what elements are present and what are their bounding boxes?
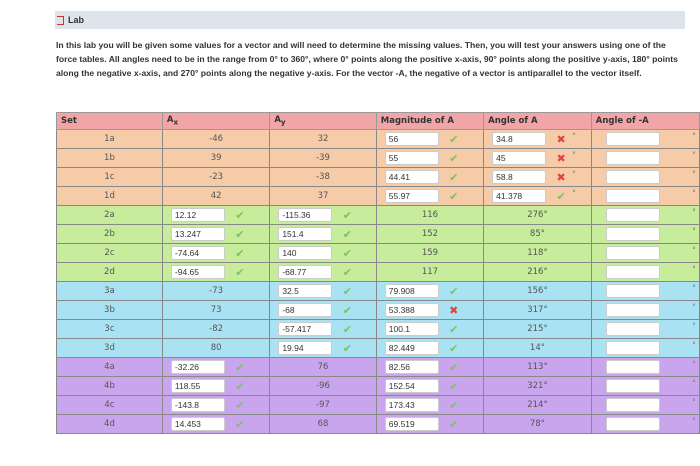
degree-cell [685,396,699,415]
ay-input[interactable]: 19.94 [278,341,332,355]
neg-angle-cell [591,225,685,244]
set-cell: 1c [57,168,163,187]
section-title: Lab [68,15,85,25]
mag-cell: 159 [376,244,483,263]
neg-angle-input[interactable] [606,379,660,393]
check-icon: ✔ [449,341,459,355]
ax-cell: -73 [162,282,269,301]
ay-cell: 37 [270,187,376,206]
table-row [57,301,700,320]
table-row [57,244,700,263]
ax-cell: 42 [162,187,269,206]
check-icon: ✔ [556,189,566,203]
table-row [57,415,700,434]
check-icon: ✔ [342,341,352,355]
degree-cell [685,282,699,301]
table-body [57,130,700,434]
header-ay-sub: y [280,117,286,127]
degree-label: ° [692,379,696,387]
ay-input[interactable]: 151.4 [278,227,332,241]
set-cell: 3d [57,339,163,358]
ax-input[interactable]: -143.8 [171,398,225,412]
table-header-row [57,113,700,130]
ay-input[interactable]: -57.417 [278,322,332,336]
cross-icon: ✖ [556,151,566,165]
neg-angle-input[interactable] [606,151,660,165]
degree-cell [685,339,699,358]
header-ax-label: A [166,115,174,126]
neg-angle-cell [591,396,685,415]
mag-input[interactable]: 79.908 [385,284,439,298]
angle-input[interactable]: 34.8 [492,132,546,146]
header-ax-sub: x [173,117,179,127]
set-cell: 4a [57,358,163,377]
angle-cell: 113° [484,358,592,377]
mag-cell [376,187,483,206]
degree-label: ° [572,189,576,197]
cross-icon: ✖ [449,303,459,317]
neg-angle-input[interactable] [606,322,660,336]
set-cell: 4b [57,377,163,396]
instructions-text: In this lab you will be given some values for a vector and will need to determine the missing values. Then, you will test your answers using one of the force tables. All angles need to be in the range from 0° to 360°, where 0° points along the positive x-axis, 90° points along the positive y-axis, 180° points along the negative x-axis, and 270° points along the negative y-axis. For the vector -A, the negative of a vector is antiparallel to the vector itself. [56,40,678,79]
degree-cell [685,206,699,225]
neg-angle-input[interactable] [606,417,660,431]
mag-cell [376,130,483,149]
neg-angle-cell [591,206,685,225]
degree-cell [685,168,699,187]
check-icon: ✔ [235,379,245,393]
degree-label: ° [692,284,696,292]
check-icon: ✔ [235,417,245,431]
mag-input[interactable]: 82.449 [385,341,439,355]
ay-input[interactable]: 140 [278,246,332,260]
cross-icon: ✖ [556,170,566,184]
degree-cell [685,263,699,282]
angle-input[interactable]: 45 [492,151,546,165]
ax-input[interactable]: 12.12 [171,208,225,222]
angle-cell: 321° [484,377,592,396]
check-icon: ✔ [342,284,352,298]
check-icon: ✔ [235,208,245,222]
neg-angle-input[interactable] [606,227,660,241]
set-cell: 1d [57,187,163,206]
degree-label: ° [692,303,696,311]
degree-cell [685,377,699,396]
check-icon: ✔ [449,170,459,184]
degree-label: ° [692,227,696,235]
header-neg-angle: Angle of -A [591,113,685,130]
mag-cell [376,149,483,168]
table-row [57,206,700,225]
degree-label: ° [572,170,576,178]
check-icon: ✔ [449,151,459,165]
set-cell: 1a [57,130,163,149]
check-icon: ✔ [342,265,352,279]
ax-input[interactable]: -74.64 [171,246,225,260]
degree-label: ° [692,208,696,216]
degree-label: ° [692,189,696,197]
check-icon: ✔ [235,246,245,260]
neg-angle-input[interactable] [606,360,660,374]
mag-input[interactable]: 56 [385,132,439,146]
ax-cell: -23 [162,168,269,187]
check-icon: ✔ [449,417,459,431]
degree-label: ° [692,341,696,349]
neg-angle-cell [591,301,685,320]
degree-label: ° [692,132,696,140]
mag-input[interactable]: 152.54 [385,379,439,393]
mag-cell [376,377,483,396]
table-row [57,130,700,149]
set-cell: 2b [57,225,163,244]
ax-cell [162,377,269,396]
ay-cell: 68 [270,415,376,434]
mag-cell: 116 [376,206,483,225]
check-icon: ✔ [449,322,459,336]
check-icon: ✔ [342,246,352,260]
check-icon: ✔ [342,208,352,222]
degree-label: ° [692,417,696,425]
neg-angle-cell [591,263,685,282]
table-row [57,225,700,244]
mag-input[interactable]: 82.56 [385,360,439,374]
set-cell: 4c [57,396,163,415]
degree-cell [685,187,699,206]
table-row [57,263,700,282]
degree-cell [685,320,699,339]
mag-cell [376,320,483,339]
header-ax [162,113,269,130]
degree-cell [685,358,699,377]
neg-angle-cell [591,282,685,301]
degree-label: ° [692,246,696,254]
angle-cell: 216° [484,263,592,282]
mag-input[interactable]: 44.41 [385,170,439,184]
degree-label: ° [692,398,696,406]
angle-input[interactable]: 58.8 [492,170,546,184]
check-icon: ✔ [342,322,352,336]
angle-cell: 118° [484,244,592,263]
mag-cell [376,168,483,187]
set-cell: 1b [57,149,163,168]
ax-cell [162,396,269,415]
table-row [57,320,700,339]
angle-input[interactable]: 41.378 [492,189,546,203]
neg-angle-cell [591,415,685,434]
ax-input[interactable]: -94.65 [171,265,225,279]
ay-input[interactable]: -68 [278,303,332,317]
ax-cell [162,206,269,225]
neg-angle-input[interactable] [606,265,660,279]
degree-label: ° [692,170,696,178]
mag-input[interactable]: 173.43 [385,398,439,412]
ay-input[interactable]: -115.36 [278,208,332,222]
check-icon: ✔ [342,303,352,317]
neg-angle-cell [591,244,685,263]
set-cell: 2c [57,244,163,263]
degree-cell [685,130,699,149]
set-cell: 3a [57,282,163,301]
mag-cell [376,358,483,377]
mag-input[interactable]: 55 [385,151,439,165]
neg-angle-input[interactable] [606,398,660,412]
mag-input[interactable]: 69.519 [385,417,439,431]
neg-angle-input[interactable] [606,284,660,298]
section-header[interactable] [55,11,685,29]
neg-angle-input[interactable] [606,132,660,146]
angle-cell [484,130,592,149]
mag-input[interactable]: 100.1 [385,322,439,336]
ay-cell [270,339,376,358]
check-icon: ✔ [235,360,245,374]
header-ay [270,113,376,130]
check-icon: ✔ [235,398,245,412]
set-cell: 2a [57,206,163,225]
check-icon: ✔ [449,284,459,298]
ax-input[interactable]: 118.55 [171,379,225,393]
ay-cell: 32 [270,130,376,149]
angle-cell: 78° [484,415,592,434]
ax-cell: -46 [162,130,269,149]
angle-cell [484,149,592,168]
ax-input[interactable]: 13.247 [171,227,225,241]
table-row [57,396,700,415]
neg-angle-input[interactable] [606,246,660,260]
table-row [57,358,700,377]
mag-cell: 117 [376,263,483,282]
ax-cell: 80 [162,339,269,358]
ay-cell [270,263,376,282]
ay-cell [270,225,376,244]
neg-angle-input[interactable] [606,189,660,203]
check-icon: ✔ [449,360,459,374]
neg-angle-cell [591,187,685,206]
angle-cell: 214° [484,396,592,415]
set-cell: 3c [57,320,163,339]
check-icon: ✔ [342,227,352,241]
ax-cell [162,358,269,377]
check-icon: ✔ [235,227,245,241]
header-ay-label: A [274,115,281,126]
angle-cell: 85° [484,225,592,244]
degree-cell [685,301,699,320]
ax-cell: -82 [162,320,269,339]
ax-input[interactable]: -32.26 [171,360,225,374]
degree-cell [685,149,699,168]
neg-angle-cell [591,339,685,358]
check-icon: ✔ [449,379,459,393]
mag-input[interactable]: 53.388 [385,303,439,317]
ay-cell: -97 [270,396,376,415]
ay-input[interactable]: -68.77 [278,265,332,279]
degree-label: ° [572,151,576,159]
ay-cell [270,244,376,263]
mag-cell [376,339,483,358]
ax-cell: 73 [162,301,269,320]
table-row [57,377,700,396]
mag-cell [376,282,483,301]
table-row [57,339,700,358]
neg-angle-input[interactable] [606,208,660,222]
table-row [57,149,700,168]
mag-cell [376,415,483,434]
degree-cell [685,244,699,263]
degree-label: ° [692,360,696,368]
neg-angle-cell [591,168,685,187]
mag-cell [376,301,483,320]
header-degree-spacer [685,113,699,130]
neg-angle-cell [591,130,685,149]
table-row [57,187,700,206]
table-row [57,282,700,301]
ax-cell: 39 [162,149,269,168]
table-row [57,168,700,187]
angle-cell: 215° [484,320,592,339]
degree-label: ° [692,265,696,273]
degree-cell [685,415,699,434]
neg-angle-input[interactable] [606,303,660,317]
ax-cell [162,225,269,244]
angle-cell [484,168,592,187]
ay-cell [270,282,376,301]
mag-cell [376,396,483,415]
check-icon: ✔ [449,189,459,203]
set-cell: 4d [57,415,163,434]
vector-table [56,112,700,434]
neg-angle-cell [591,358,685,377]
check-icon: ✔ [235,265,245,279]
degree-label: ° [572,132,576,140]
ay-cell: -96 [270,377,376,396]
degree-cell [685,225,699,244]
neg-angle-input[interactable] [606,170,660,184]
ay-cell: -39 [270,149,376,168]
ax-cell [162,244,269,263]
set-cell: 3b [57,301,163,320]
ay-input[interactable]: 32.5 [278,284,332,298]
angle-cell: 14° [484,339,592,358]
mag-cell: 152 [376,225,483,244]
header-set: Set [57,113,163,130]
ax-input[interactable]: 14.453 [171,417,225,431]
angle-cell [484,187,592,206]
header-magnitude: Magnitude of A [376,113,483,130]
ax-cell [162,415,269,434]
check-icon: ✔ [449,398,459,412]
degree-label: ° [692,322,696,330]
neg-angle-cell [591,320,685,339]
ax-cell [162,263,269,282]
mag-input[interactable]: 55.97 [385,189,439,203]
ay-cell [270,320,376,339]
neg-angle-cell [591,149,685,168]
degree-label: ° [692,151,696,159]
ay-cell [270,301,376,320]
angle-cell: 317° [484,301,592,320]
neg-angle-input[interactable] [606,341,660,355]
angle-cell: 156° [484,282,592,301]
header-angle: Angle of A [484,113,592,130]
check-icon: ✔ [449,132,459,146]
neg-angle-cell [591,377,685,396]
angle-cell: 276° [484,206,592,225]
set-cell: 2d [57,263,163,282]
ay-cell: -38 [270,168,376,187]
collapse-icon[interactable] [57,16,64,25]
ay-cell [270,206,376,225]
cross-icon: ✖ [556,132,566,146]
ay-cell: 76 [270,358,376,377]
